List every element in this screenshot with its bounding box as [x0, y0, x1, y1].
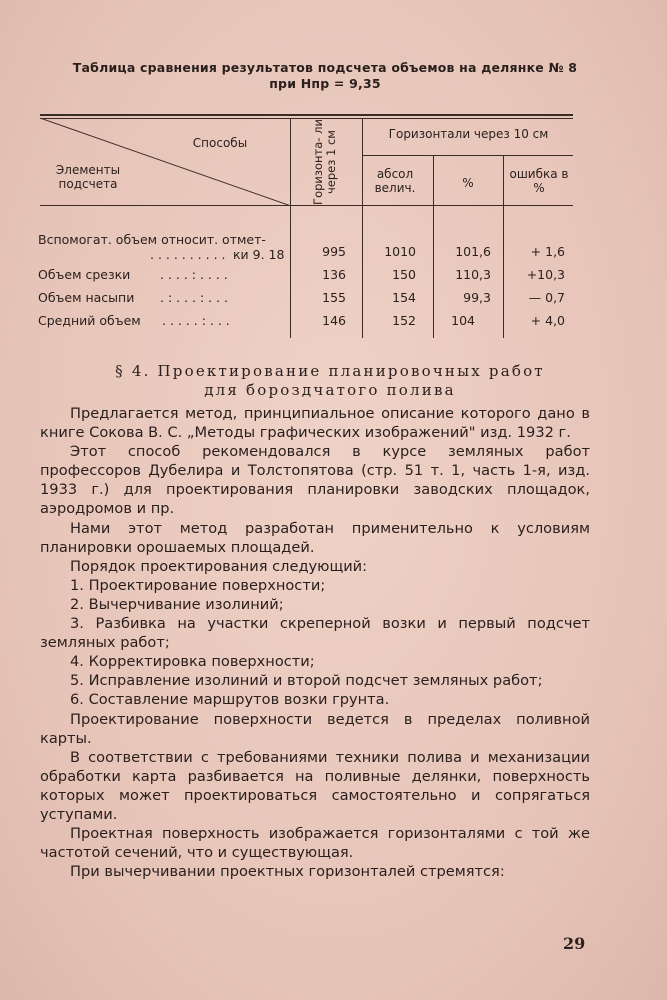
header-abs-value: абсол велич.: [374, 167, 416, 195]
col-divider-2: [362, 118, 363, 338]
cell-abs-value: 1010: [384, 244, 416, 259]
col-divider-4: [503, 155, 504, 338]
paragraph: Порядок проектирования следующий:: [70, 557, 368, 575]
cell-horiz-1cm: 995: [322, 244, 346, 259]
row-label: Средний объем: [38, 313, 141, 328]
subheader-rule: [362, 155, 573, 156]
cell-percent: 110,3: [455, 267, 491, 282]
paragraph: Предлагается метод, принципиальное описание которого дано в книге Сокова В. С. „Методы графических изображений" изд. 1932 г.: [40, 405, 590, 442]
cell-error: — 0,7: [528, 290, 565, 305]
list-item: 6. Составление маршрутов возки грунта.: [70, 691, 390, 709]
body-text: [40, 404, 590, 881]
row-dots: . . . . . : . . .: [162, 313, 230, 328]
list-item: 2. Вычерчивание изолиний;: [70, 595, 284, 613]
row-label-cont: ки 9. 18: [233, 247, 285, 262]
cell-error: +10,3: [526, 267, 565, 282]
list-item: 4. Корректировка поверхности;: [70, 653, 315, 671]
paragraph: В соответствии с требованиями техники полива и механизации обработки карта разбивается на поливные делянки, поверхность которых может проектироваться самостоятельно и сопрягаться уступами.: [40, 748, 590, 823]
header-methods: Способы: [192, 136, 248, 150]
paragraph: При вычерчивании проектных горизонталей стремятся:: [70, 863, 505, 881]
cell-percent: 101,6: [455, 244, 491, 259]
cell-horiz-1cm: 136: [322, 267, 346, 282]
col-divider-3: [433, 155, 434, 338]
header-elements: Элементы подсчета: [55, 163, 121, 191]
paragraph: Проектная поверхность изображается горизонталями с той же частотой сечений, что и существующая.: [40, 825, 590, 862]
header-horiz-10cm: Горизонтали через 10 см: [388, 127, 549, 141]
paragraph: Проектирование поверхности ведется в пределах поливной карты.: [40, 710, 590, 747]
cell-percent: 99,3: [463, 290, 491, 305]
paragraph: Нами этот метод разработан применительно к условиям планировки орошаемых площадей.: [40, 519, 590, 556]
table-title-line2: при Hпр = 9,35: [269, 76, 381, 91]
paragraph: Этот способ рекомендовался в курсе земляных работ профессоров Дубелира и Толстопятова (стр. 51 т. 1, часть 1-я, изд. 1933 г.) для проектирования планировки заводских площадок, аэродромов и пр.: [40, 443, 590, 518]
row-label: Вспомогат. объем относит. отмет-: [38, 232, 266, 247]
cell-horiz-1cm: 155: [322, 290, 346, 305]
header-error-percent: ошибка в %: [509, 167, 569, 195]
cell-abs-value: 154: [392, 290, 416, 305]
table-title-line1: Таблица сравнения результатов подсчета объемов на делянке № 8: [72, 60, 578, 75]
table-title: [40, 60, 610, 92]
cell-percent: 104: [451, 313, 475, 328]
section-heading: [60, 362, 600, 400]
section-heading-line2: для бороздчатого полива: [204, 381, 456, 399]
row-dots: . . . . : . . . .: [160, 267, 228, 282]
row-label: Объем срезки: [38, 267, 131, 282]
header-percent: %: [462, 176, 474, 190]
list-item: 1. Проектирование поверхности;: [70, 576, 326, 594]
page-number: 29: [563, 934, 586, 953]
cell-abs-value: 150: [392, 267, 416, 282]
row-dots: . : . . . : . . .: [160, 290, 229, 305]
table-top-rule: [40, 114, 573, 116]
cell-error: + 1,6: [530, 244, 565, 259]
cell-error: + 4,0: [530, 313, 565, 328]
header-diagonal-line: [40, 118, 291, 206]
section-heading-line1: § 4. Проектирование планировочных работ: [115, 362, 545, 380]
list-item: 3. Разбивка на участки скреперной возки и первый подсчет земляных работ;: [40, 615, 590, 652]
list-item: 5. Исправление изолиний и второй подсчет земляных работ;: [70, 672, 543, 690]
cell-abs-value: 152: [392, 313, 416, 328]
row-dots: . . . . . . . . . .: [150, 247, 226, 262]
row-label: Объем насыпи: [38, 290, 135, 305]
header-horiz-1cm: Горизонта- ли через 1 см: [311, 119, 338, 205]
cell-horiz-1cm: 146: [322, 313, 346, 328]
